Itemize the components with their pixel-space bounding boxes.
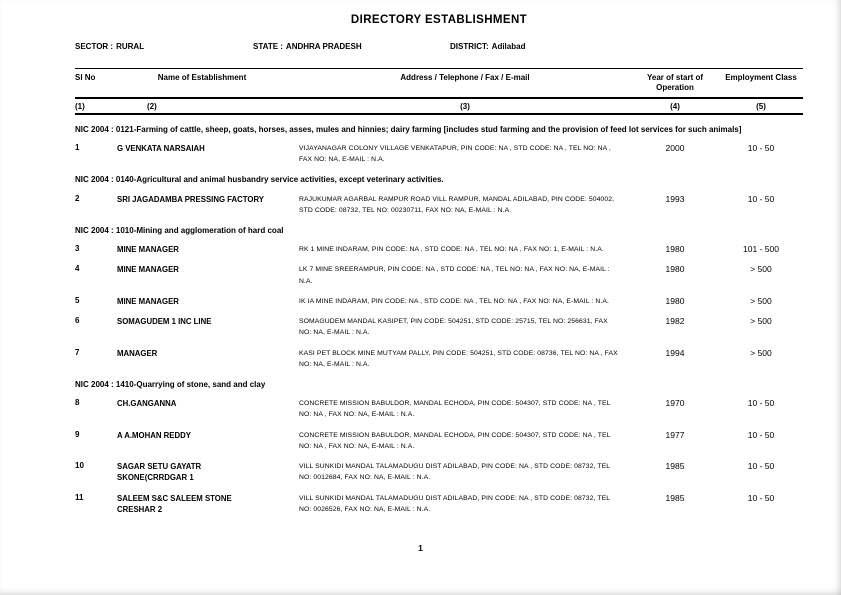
employment-class: 101 - 500	[743, 244, 779, 255]
year-of-start: 1980	[665, 264, 685, 275]
table-row	[75, 493, 803, 516]
table-body	[75, 124, 803, 515]
year-of-start: 1977	[665, 429, 685, 440]
serial-number: 9	[75, 429, 80, 439]
table-row	[75, 430, 803, 452]
serial-number: 4	[75, 264, 80, 274]
serial-number: 1	[75, 142, 80, 152]
nic-section-heading: NIC 2004 : 0121-Farming of cattle, sheep, goats, horses, asses, mules and hinnies; dairy farming [includes stud farming and the provision of feed lot services for such animals]	[75, 124, 742, 134]
sector-field	[75, 42, 144, 51]
employment-class: > 500	[750, 264, 772, 275]
column-header-employment: Employment Class	[725, 73, 797, 82]
sector-label: SECTOR :	[75, 42, 114, 51]
nic-section	[75, 124, 803, 166]
column-number-1: (1)	[75, 101, 85, 111]
year-of-start: 1982	[665, 316, 685, 327]
establishment-name: SOMAGUDEM 1 INC LINE	[117, 317, 212, 327]
employment-class: 10 - 50	[747, 460, 775, 471]
establishment-address: IK IA MINE INDARAM, PIN CODE: NA , STD CODE: NA , TEL NO: NA , FAX NO: NA, E-MAIL : N.A.	[299, 297, 609, 305]
serial-number: 2	[75, 193, 80, 203]
column-header-address: Address / Telephone / Fax / E-mail	[400, 73, 530, 82]
divider-numbers	[75, 113, 803, 115]
year-of-start: 1980	[665, 295, 685, 306]
sector-value: RURAL	[116, 42, 145, 51]
table-row	[75, 264, 803, 286]
employment-class: > 500	[750, 295, 772, 306]
establishment-name: SAGAR SETU GAYATR SKONE(CRRDGAR 1	[117, 461, 202, 483]
serial-number: 7	[75, 347, 80, 357]
year-of-start: 1985	[665, 460, 685, 471]
serial-number: 8	[75, 398, 80, 408]
employment-class: 10 - 50	[747, 492, 775, 503]
divider-header	[75, 97, 803, 99]
year-of-start: 1994	[665, 347, 685, 358]
table-row	[75, 296, 803, 307]
column-numbers-row	[75, 102, 803, 111]
table-row	[75, 194, 803, 216]
table-row	[75, 348, 803, 370]
establishment-name: SRI JAGADAMBA PRESSING FACTORY	[117, 194, 265, 204]
page-number: 1	[418, 543, 423, 553]
district-value: Adilabad	[491, 42, 526, 51]
establishment-address: VILL SUNKIDI MANDAL TALAMADUGU DIST ADILABAD, PIN CODE: NA , STD CODE: 08732, TEL NO: 0026526, FAX NO: NA, E-MAIL : N.A.	[299, 494, 610, 513]
employment-class: > 500	[750, 316, 772, 327]
divider-top	[75, 68, 803, 69]
establishment-name: MINE MANAGER	[117, 245, 179, 255]
employment-class: 10 - 50	[747, 398, 775, 409]
employment-class: > 500	[750, 347, 772, 358]
column-header-year: Year of start of Operation	[646, 73, 703, 93]
employment-class: 10 - 50	[747, 193, 775, 204]
establishment-name: MINE MANAGER	[117, 265, 179, 275]
serial-number: 11	[75, 492, 84, 502]
establishment-name: MANAGER	[117, 348, 158, 358]
table-row	[75, 461, 803, 484]
establishment-name: A A.MOHAN REDDY	[117, 430, 191, 440]
serial-number: 10	[75, 460, 84, 470]
column-number-2: (2)	[147, 101, 157, 111]
serial-number: 6	[75, 316, 80, 326]
column-number-5: (5)	[756, 101, 766, 111]
column-number-4: (4)	[670, 101, 680, 111]
year-of-start: 2000	[665, 142, 685, 153]
document-title: DIRECTORY ESTABLISHMENT	[350, 14, 528, 26]
establishment-name: MINE MANAGER	[117, 296, 179, 306]
table-row	[75, 244, 803, 255]
nic-section	[75, 174, 803, 216]
serial-number: 3	[75, 244, 80, 254]
establishment-address: CONCRETE MISSION BABULDOR, MANDAL ECHODA, PIN CODE: 504307, STD CODE: NA , TEL NO: NA , FAX NO: NA, E-MAIL : N.A.	[299, 431, 611, 450]
establishment-name: SALEEM S&C SALEEM STONE CRESHAR 2	[117, 493, 232, 514]
year-of-start: 1970	[665, 398, 685, 409]
establishment-address: KASI PET BLOCK MINE MUTYAM PALLY, PIN CODE: 504251, STD CODE: 08736, TEL NO: NA , FAX NO: NA, E-MAIL : N.A.	[299, 349, 618, 368]
establishment-address: RK 1 MINE INDARAM, PIN CODE: NA , STD CODE: NA , TEL NO: NA , FAX NO: 1, E-MAIL : N.A.	[299, 246, 604, 254]
state-field	[253, 42, 362, 51]
nic-section-heading: NIC 2004 : 1010-Mining and agglomeration of hard coal	[75, 225, 284, 235]
table-row	[75, 316, 803, 338]
year-of-start: 1993	[665, 193, 685, 204]
establishment-address: CONCRETE MISSION BABULDOR, MANDAL ECHODA, PIN CODE: 504307, STD CODE: NA , TEL NO: NA , FAX NO: NA, E-MAIL : N.A.	[299, 400, 611, 419]
column-header-slno: Sl No	[75, 73, 96, 82]
column-header-name: Name of Establishment	[157, 73, 247, 82]
year-of-start: 1985	[665, 492, 685, 503]
nic-section-heading: NIC 2004 : 1410-Quarrying of stone, sand and clay	[75, 379, 266, 389]
employment-class: 10 - 50	[747, 429, 775, 440]
nic-section	[75, 225, 803, 370]
state-label: STATE :	[253, 42, 283, 51]
establishment-address: LK 7 MINE SREERAMPUR, PIN CODE: NA , STD CODE: NA , TEL NO: NA , FAX NO: NA, E-MAIL : N.A.	[299, 266, 610, 285]
serial-number: 5	[75, 295, 80, 305]
table-row	[75, 143, 803, 165]
establishment-address: RAJUKUMAR AGARBAL RAMPUR ROAD VILL RAMPUR, MANDAL ADILABAD, PIN CODE: 504002, STD CODE: 08732, TEL NO: 00230711, FAX NO: NA, E-MAIL : N.A.	[299, 195, 615, 214]
table-header-row	[75, 73, 803, 94]
establishment-name: CH.GANGANNA	[117, 399, 177, 409]
district-label: DISTRICT:	[450, 42, 489, 51]
district-field	[450, 42, 525, 51]
nic-section-heading: NIC 2004 : 0140-Agricultural and animal husbandry service activities, except veterinary activities.	[75, 175, 444, 185]
state-value: ANDHRA PRADESH	[285, 42, 362, 51]
establishment-address: VIJAYANAGAR COLONY VILLAGE VENKATAPUR, PIN CODE: NA , STD CODE: NA , TEL NO: NA , FAX NO: NA, E-MAIL : N.A.	[299, 144, 611, 164]
table-row	[75, 398, 803, 420]
nic-section	[75, 379, 803, 515]
establishment-address: VILL SUNKIDI MANDAL TALAMADUGU DIST ADILABAD, PIN CODE: NA , STD CODE: 08732, TEL NO: 0012684, FAX NO: NA, E-MAIL : N.A.	[299, 462, 610, 482]
establishment-name: G VENKATA NARSAIAH	[117, 143, 205, 153]
year-of-start: 1980	[665, 244, 685, 255]
column-number-3: (3)	[460, 101, 470, 111]
meta-row	[75, 42, 803, 54]
employment-class: 10 - 50	[747, 142, 775, 153]
establishment-address: SOMAGUDEM MANDAL KASIPET, PIN CODE: 504251, STD CODE: 25715, TEL NO: 256631, FAX NO: NA, E-MAIL : N.A.	[299, 318, 608, 337]
